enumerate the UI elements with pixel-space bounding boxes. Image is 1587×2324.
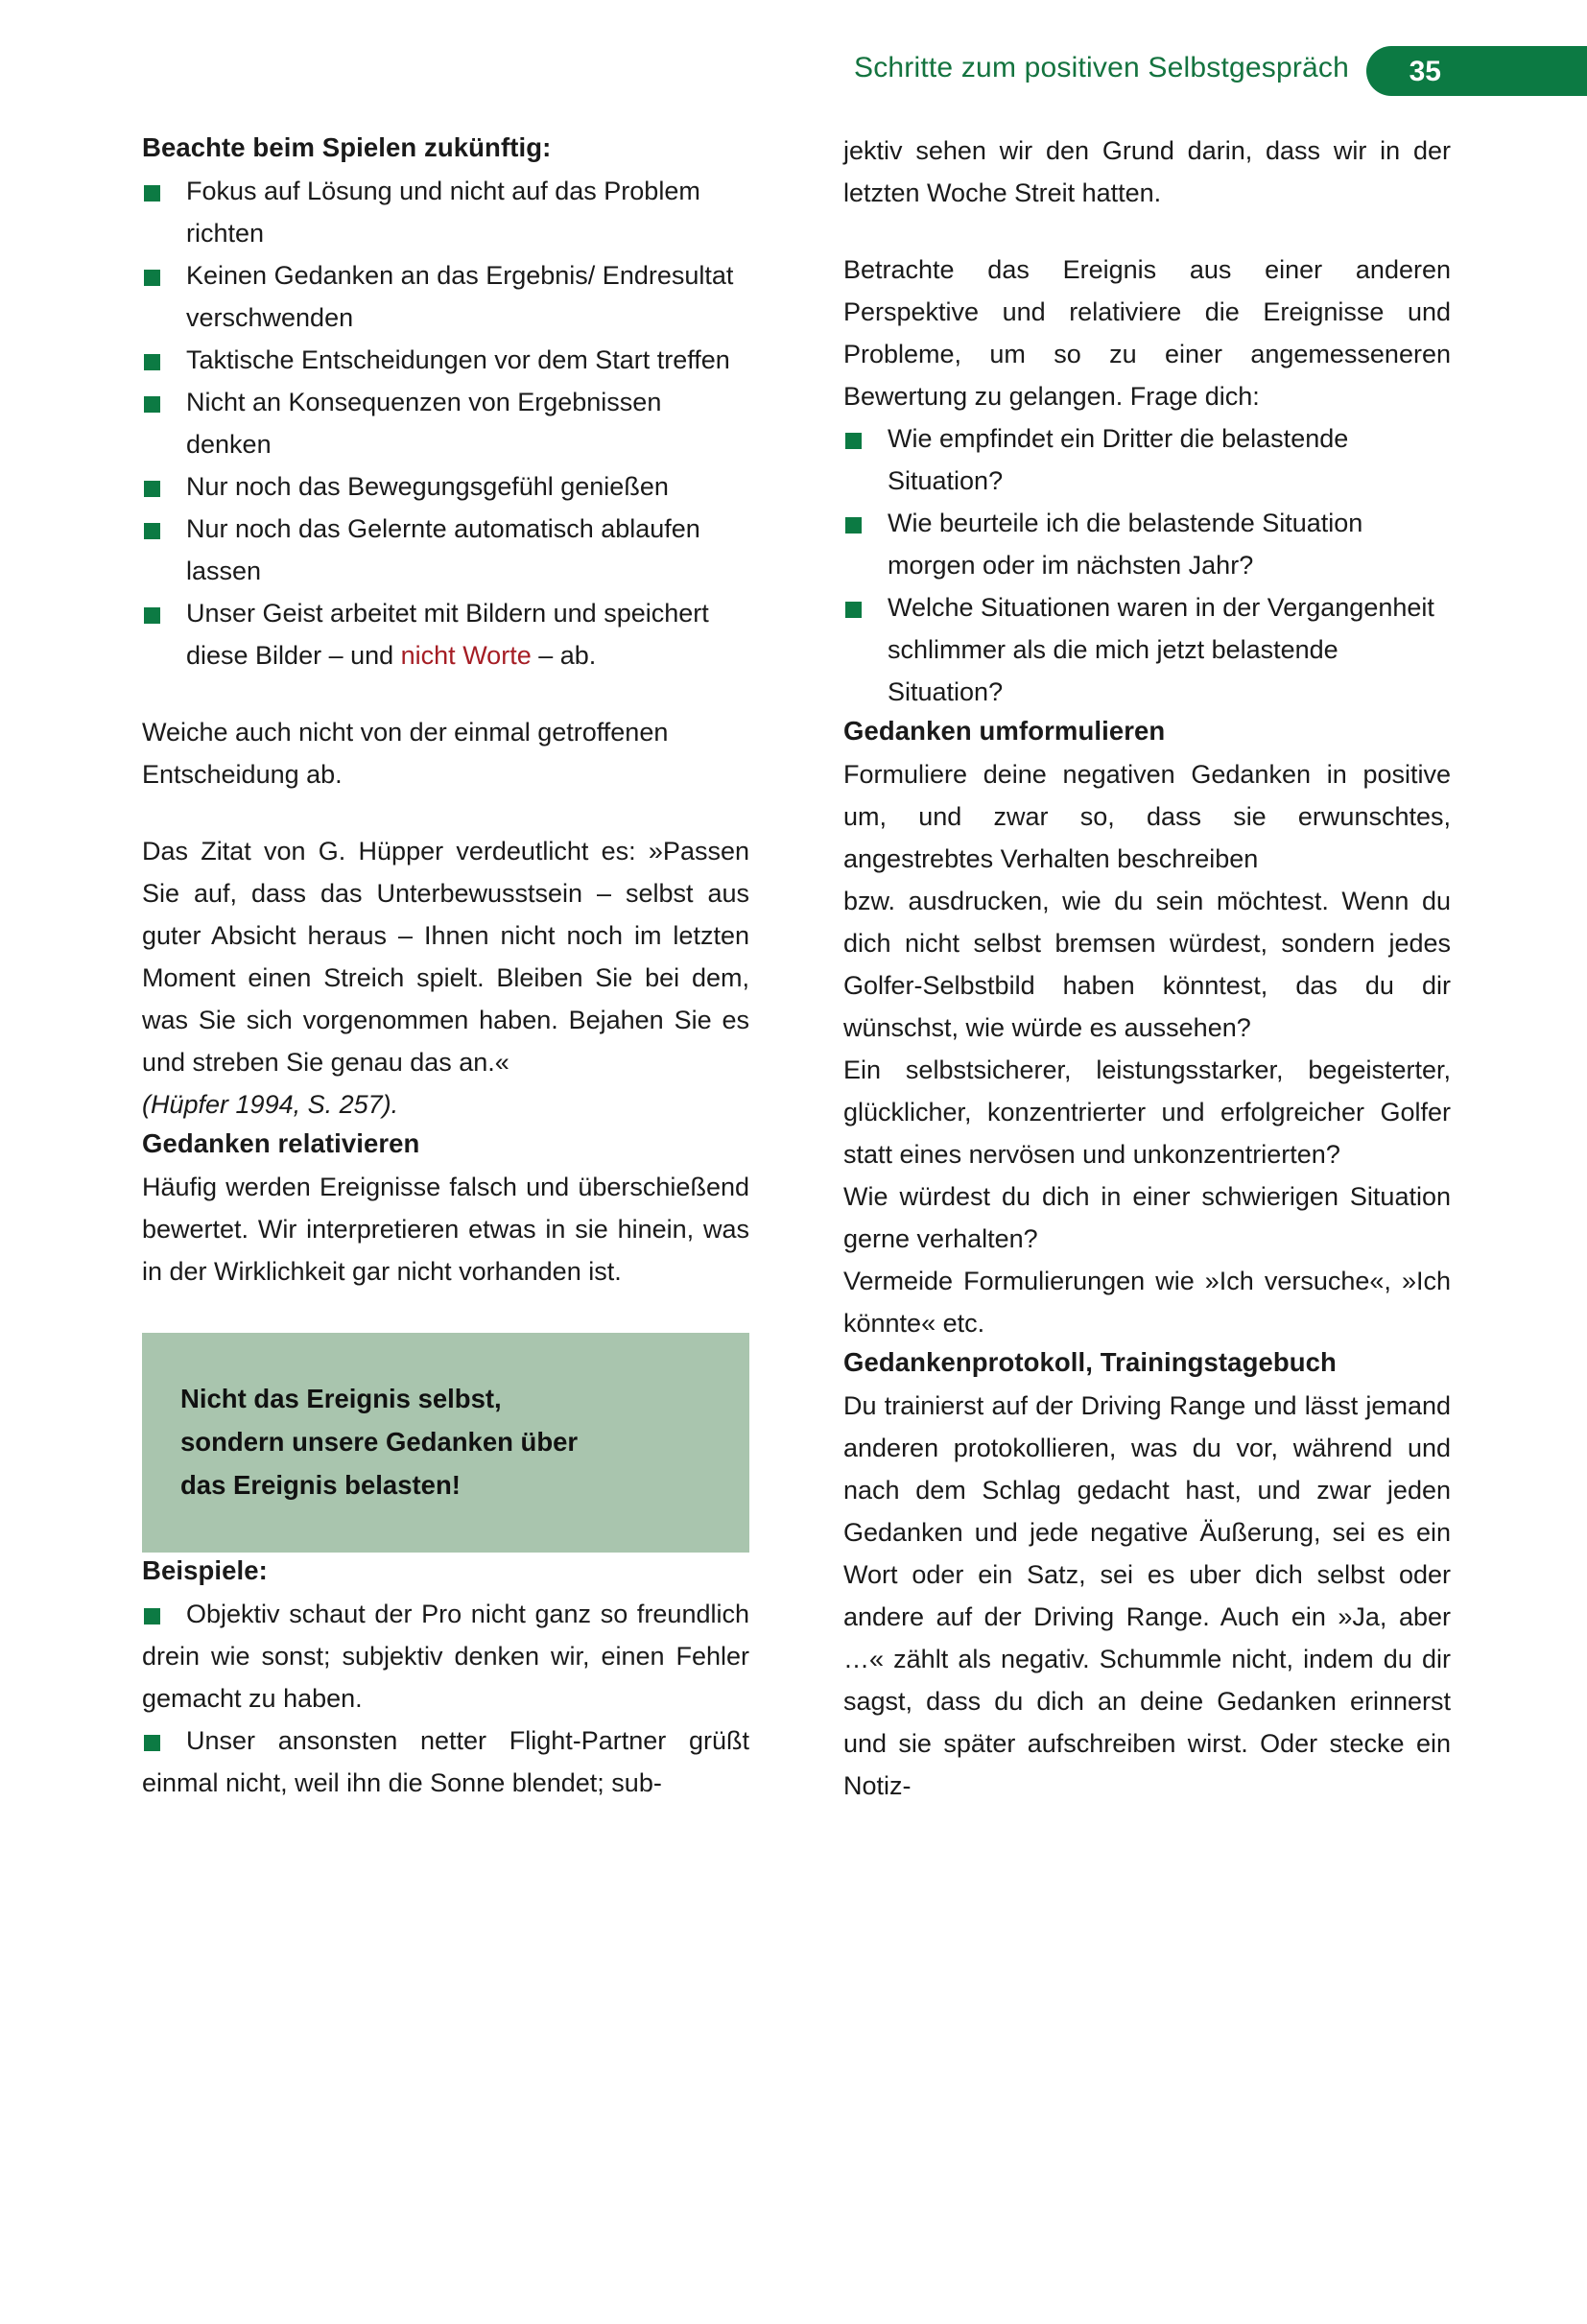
square-bullet-icon xyxy=(144,270,160,286)
list-item-text: Unser ansonsten netter Flight-Partner grüßt einmal nicht, weil ihn die Sonne blendet; sub- xyxy=(142,1726,749,1797)
left-paragraph-quote: Das Zitat von G. Hüpper verdeutlicht es: »Passen Sie auf, dass das Unterbewusstsein – selbst aus guter Absicht heraus – Ihnen nicht noch im letzten Moment einen Streich spielt. Bleiben Sie bei dem, was Sie sich vorgenommen haben. Bejahen Sie es und streben Sie genau das an.« xyxy=(142,837,749,1077)
square-bullet-icon xyxy=(144,523,160,539)
list-item xyxy=(142,170,749,254)
list-item xyxy=(142,508,749,592)
right-paragraph-2: Formuliere deine negativen Gedanken in positive um, und zwar so, dass sie erwunschtes, angestrebtes Verhalten beschreiben xyxy=(843,760,1451,873)
list-item-text-part2: – ab. xyxy=(531,641,597,670)
highlighted-phrase: nicht Worte xyxy=(400,641,532,670)
right-bullet-list xyxy=(843,417,1451,713)
list-item xyxy=(843,586,1451,713)
list-item xyxy=(142,339,749,381)
left-heading-beispiele: Beispiele: xyxy=(142,1555,268,1585)
list-item-highlighted xyxy=(142,592,749,676)
list-item xyxy=(843,417,1451,502)
callout-line-3: das Ereignis belasten! xyxy=(180,1470,461,1500)
square-bullet-icon xyxy=(144,354,160,370)
list-item-text: Wie empfindet ein Dritter die belastende Situation? xyxy=(888,424,1349,495)
left-paragraph-3: Häufig werden Ereignisse falsch und überschießend bewertet. Wir interpretieren etwas in sie hinein, was in der Wirklichkeit gar nicht vorhanden ist. xyxy=(142,1173,749,1286)
list-item-text: Nicht an Konsequenzen von Ergebnissen denken xyxy=(186,388,662,459)
square-bullet-icon xyxy=(144,1608,160,1624)
left-paragraph-1: Weiche auch nicht von der einmal getroffenen Entscheidung ab. xyxy=(142,718,669,789)
square-bullet-icon xyxy=(144,1735,160,1751)
callout-box xyxy=(142,1333,749,1553)
right-paragraph-7: Du trainierst auf der Driving Range und lässt jemand anderen protokollieren, was du vor, während und nach dem Schlag gedacht hast, und zwar jeden Gedanken und jede negative Äußerung, sei es ein Wort oder ein Satz, sei es uber dich selbst oder andere auf der Driving Range. Auch ein »Ja, aber …« zählt als negativ. Schummle nicht, indem du dir sagst, dass du dich an deine Gedanken erinnerst und sie später aufschreiben wirst. Oder stecke ein Notiz- xyxy=(843,1391,1451,1800)
right-paragraph-4: Ein selbstsicherer, leistungsstarker, begeisterter, glücklicher, konzentrierter und erfolgreicher Golfer statt eines nervösen und unkonzentrierten? xyxy=(843,1055,1451,1169)
list-item xyxy=(142,1719,749,1804)
left-heading-gedanken-relativieren: Gedanken relativieren xyxy=(142,1128,420,1158)
square-bullet-icon xyxy=(845,433,862,449)
callout-line-1: Nicht das Ereignis selbst, xyxy=(180,1384,502,1413)
list-item-text: Keinen Gedanken an das Ergebnis/ Endresultat verschwenden xyxy=(186,261,734,332)
list-item xyxy=(142,254,749,339)
list-item-text: Welche Situationen waren in der Vergangenheit schlimmer als die mich jetzt belastende Situation? xyxy=(888,593,1434,706)
callout-line-2: sondern unsere Gedanken über xyxy=(180,1427,579,1457)
page-number-tab xyxy=(1366,46,1587,96)
list-item-text: Nur noch das Bewegungsgefühl genießen xyxy=(186,472,669,501)
square-bullet-icon xyxy=(845,517,862,534)
right-paragraph-6: Vermeide Formulierungen wie »Ich versuche«, »Ich könnte« etc. xyxy=(843,1267,1451,1338)
list-item xyxy=(142,1593,749,1719)
list-item-text: Objektiv schaut der Pro nicht ganz so freundlich drein wie sonst; subjektiv denken wir, einen Fehler gemacht zu haben. xyxy=(142,1600,749,1713)
right-paragraph-continuation: jektiv sehen wir den Grund darin, dass wir in der letzten Woche Streit hatten. xyxy=(843,136,1451,207)
square-bullet-icon xyxy=(144,481,160,497)
page-number: 35 xyxy=(1409,56,1441,87)
square-bullet-icon xyxy=(144,396,160,413)
list-item xyxy=(142,465,749,508)
list-item xyxy=(142,381,749,465)
list-item-text: Wie beurteile ich die belastende Situation morgen oder im nächsten Jahr? xyxy=(888,509,1363,580)
square-bullet-icon xyxy=(144,185,160,202)
left-column xyxy=(142,130,749,1804)
running-head-title: Schritte zum positiven Selbstgespräch xyxy=(854,52,1349,83)
right-heading-gedankenprotokoll: Gedankenprotokoll, Trainingstagebuch xyxy=(843,1347,1337,1377)
left-bullet-list xyxy=(142,170,749,676)
left-paragraph-citation: (Hüpfer 1994, S. 257). xyxy=(142,1090,399,1119)
square-bullet-icon xyxy=(845,602,862,618)
left-examples-list xyxy=(142,1593,749,1804)
list-item xyxy=(843,502,1451,586)
right-heading-gedanken-umformulieren: Gedanken umformulieren xyxy=(843,716,1166,746)
list-item-text: Taktische Entscheidungen vor dem Start treffen xyxy=(186,345,730,374)
right-column xyxy=(843,130,1451,1807)
right-paragraph-1: Betrachte das Ereignis aus einer anderen Perspektive und relativiere die Ereignisse und Probleme, um so zu einer angemesseneren Bewertung zu gelangen. Frage dich: xyxy=(843,255,1451,411)
list-item-text-part1: Unser Geist arbeitet mit Bildern und speichert diese Bilder – und xyxy=(186,599,709,670)
list-item-text: Nur noch das Gelernte automatisch ablaufen lassen xyxy=(186,514,700,585)
left-heading-beachte: Beachte beim Spielen zukünftig: xyxy=(142,132,552,162)
list-item-text: Fokus auf Lösung und nicht auf das Problem richten xyxy=(186,177,700,248)
right-paragraph-3: bzw. ausdrucken, wie du sein möchtest. Wenn du dich nicht selbst bremsen würdest, sondern jedes Golfer-Selbstbild haben könntest, das du dir wünschst, wie würde es aussehen? xyxy=(843,887,1451,1042)
running-head xyxy=(0,46,1587,102)
right-paragraph-5: Wie würdest du dich in einer schwierigen Situation gerne verhalten? xyxy=(843,1182,1451,1253)
square-bullet-icon xyxy=(144,607,160,624)
